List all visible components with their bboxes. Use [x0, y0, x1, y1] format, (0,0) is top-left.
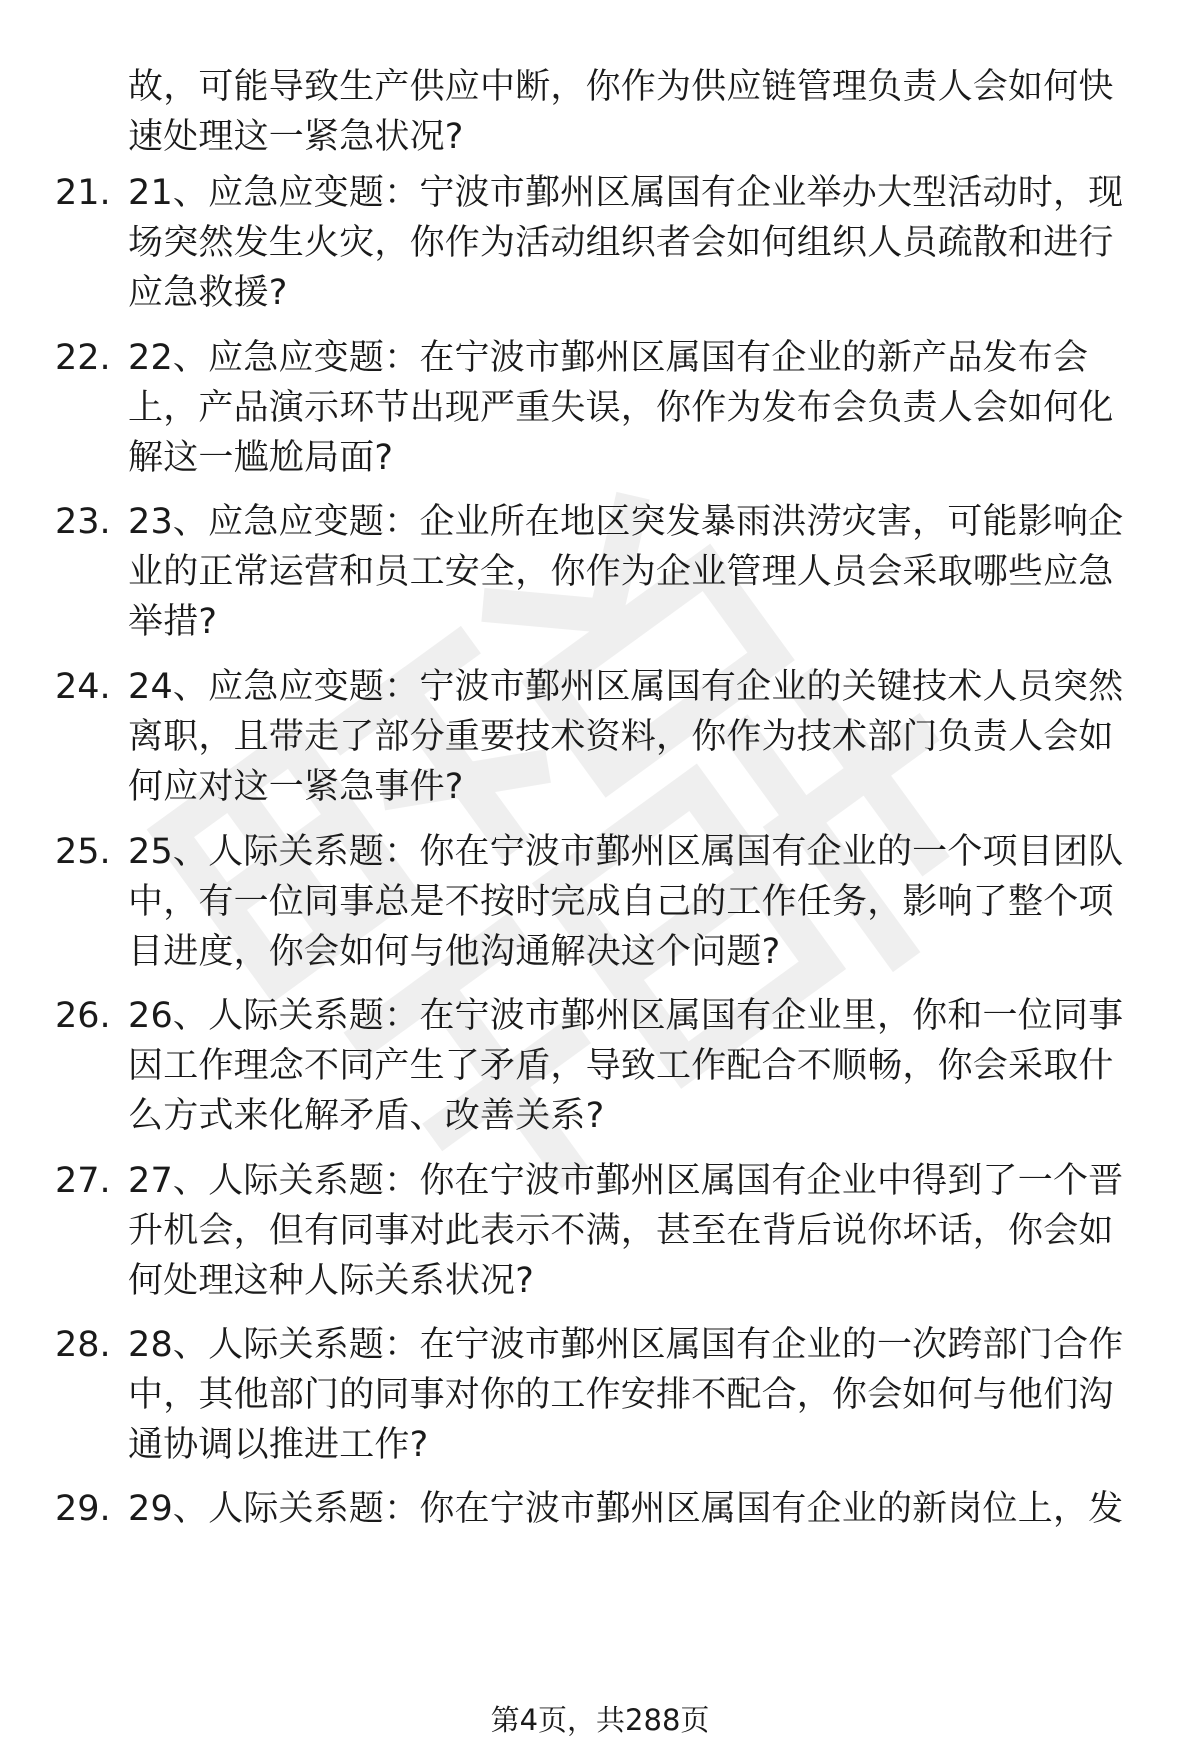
item-number: 24.: [55, 667, 111, 707]
item-text: 27、人际关系题：你在宁波市鄞州区属国有企业中得到了一个晋升机会，但有同事对此表示不满，甚至在背后说你坏话，你会如何处理这种人际关系状况?: [128, 1161, 1124, 1301]
item-number: 27.: [55, 1161, 111, 1201]
item-text: 25、人际关系题：你在宁波市鄞州区属国有企业的一个项目团队中，有一位同事总是不按时完成自己的工作任务，影响了整个项目进度，你会如何与他沟通解决这个问题?: [128, 832, 1124, 972]
item-text: 23、应急应变题：企业所在地区突发暴雨洪涝灾害，可能影响企业的正常运营和员工安全，你作为企业管理人员会采取哪些应急举措?: [128, 502, 1124, 642]
item-number: 25.: [55, 832, 111, 872]
item-text: 24、应急应变题：宁波市鄞州区属国有企业的关键技术人员突然离职，且带走了部分重要技术资料，你作为技术部门负责人会如何应对这一紧急事件?: [128, 667, 1124, 807]
continuation-paragraph: 故，可能导致生产供应中断，你作为供应链管理负责人会如何快速处理这一紧急状况?: [128, 67, 1114, 157]
item-number: 22.: [55, 338, 111, 378]
page-footer: 第4页，共288页: [490, 1703, 710, 1737]
item-number: 28.: [55, 1325, 111, 1365]
item-number: 29.: [55, 1489, 111, 1529]
item-text: 28、人际关系题：在宁波市鄞州区属国有企业的一次跨部门合作中，其他部门的同事对你的工作安排不配合，你会如何与他们沟通协调以推进工作?: [128, 1325, 1124, 1465]
item-number: 21.: [55, 173, 111, 213]
item-text: 26、人际关系题：在宁波市鄞州区属国有企业里，你和一位同事因工作理念不同产生了矛盾，导致工作配合不顺畅，你会采取什么方式来化解矛盾、改善关系?: [128, 996, 1124, 1136]
item-text: 29、人际关系题：你在宁波市鄞州区属国有企业的新岗位上，发: [128, 1489, 1124, 1529]
item-text: 21、应急应变题：宁波市鄞州区属国有企业举办大型活动时，现场突然发生火灾，你作为活动组织者会如何组织人员疏散和进行应急救援?: [128, 173, 1124, 313]
item-number: 26.: [55, 996, 111, 1036]
item-number: 23.: [55, 502, 111, 542]
item-text: 22、应急应变题：在宁波市鄞州区属国有企业的新产品发布会上，产品演示环节出现严重失误，你作为发布会负责人会如何化解这一尴尬局面?: [128, 338, 1114, 478]
